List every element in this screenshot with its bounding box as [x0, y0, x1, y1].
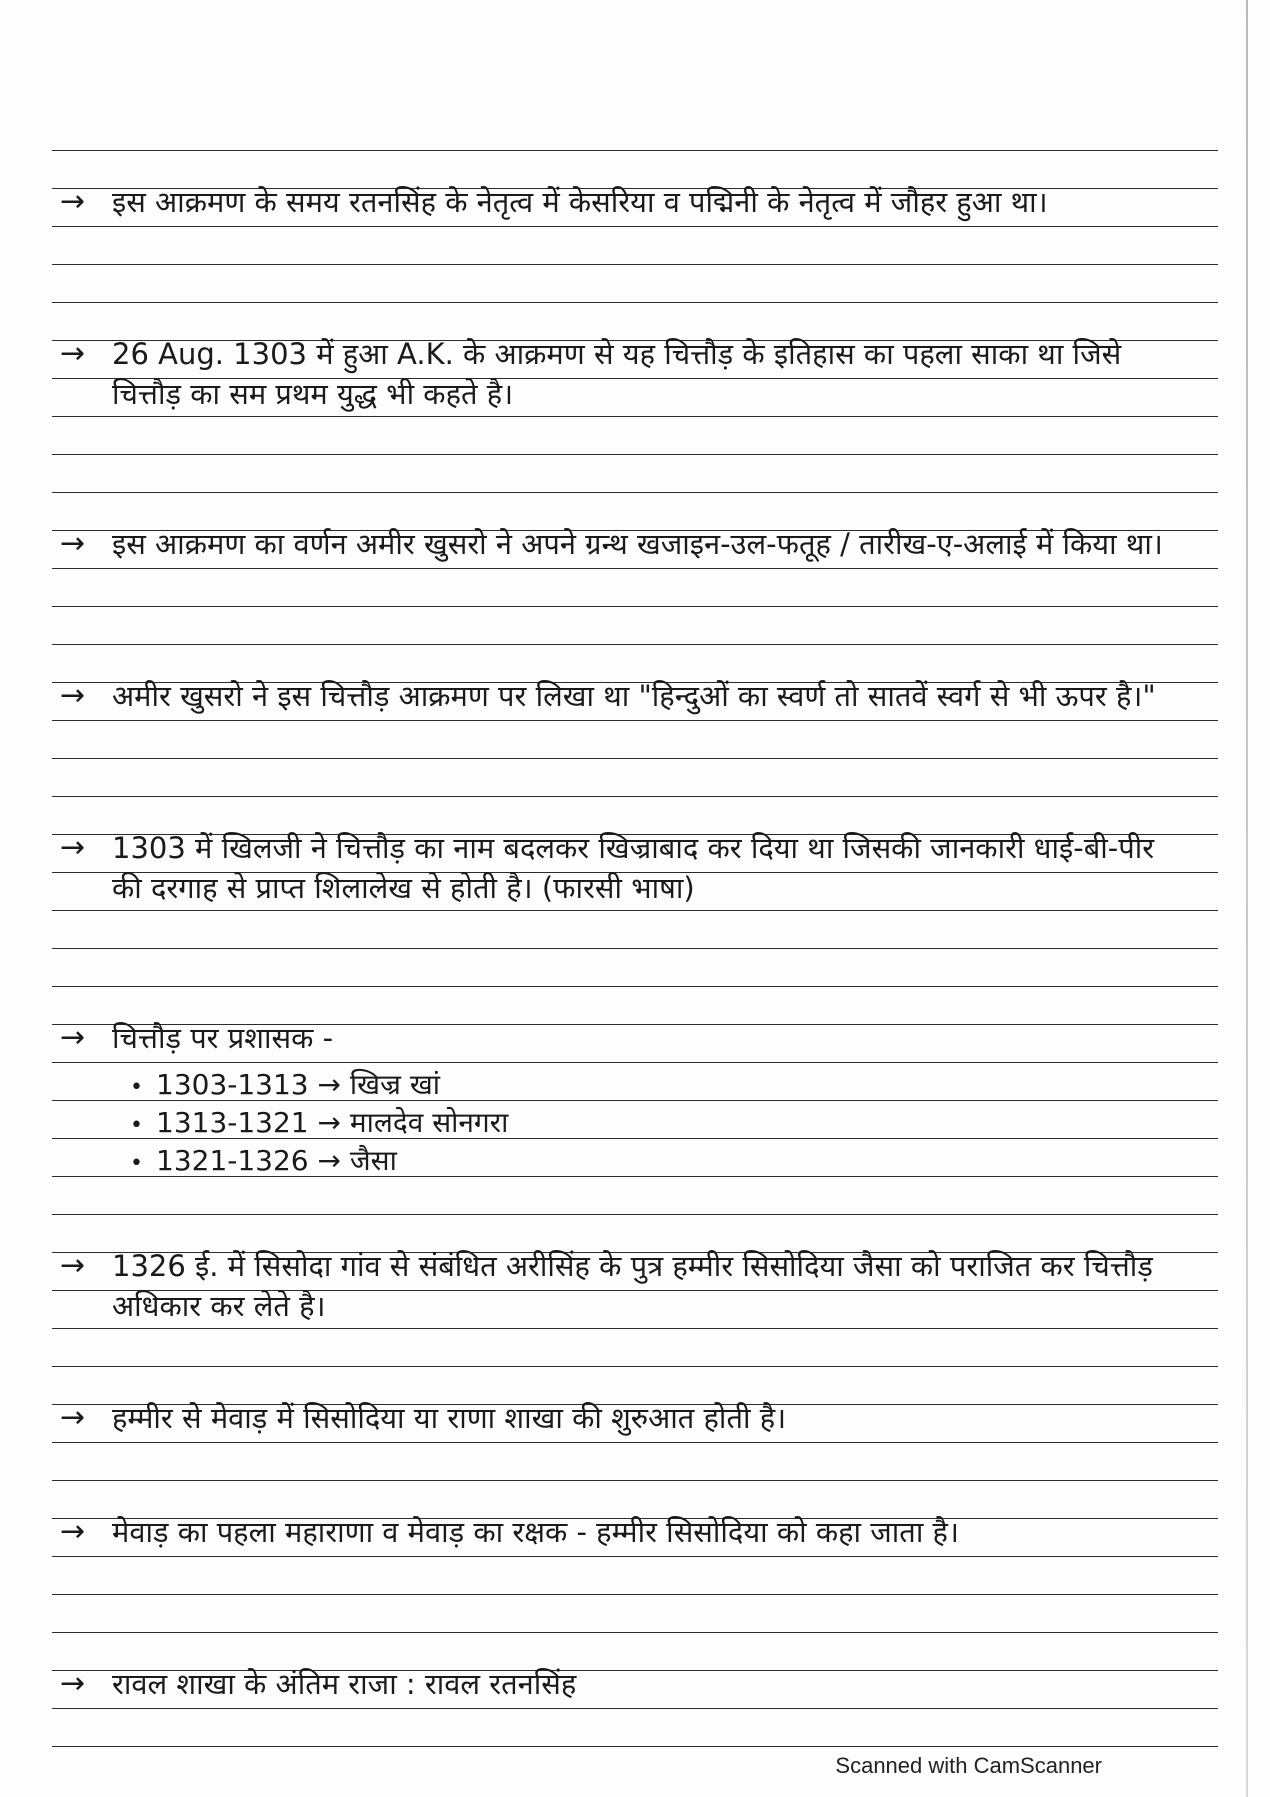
administrator-text: 1321-1326 → जैसा [156, 1144, 397, 1177]
page-edge [1246, 0, 1248, 1797]
scanner-watermark: Scanned with CamScanner [835, 1753, 1102, 1778]
arrow-icon: → [60, 526, 86, 561]
bullet-icon: • [130, 1151, 143, 1176]
note-text: रावल शाखा के अंतिम राजा : रावल रतनसिंह [112, 1667, 577, 1701]
administrator-item [130, 1104, 508, 1145]
note-item [60, 334, 1210, 414]
arrow-icon: → [60, 678, 86, 713]
administrator-item [130, 1142, 397, 1183]
administrator-item [130, 1066, 440, 1107]
arrow-icon: → [60, 1514, 86, 1549]
administrator-text: 1303-1313 → खिज्र खां [156, 1068, 441, 1101]
note-item [60, 1018, 1210, 1058]
note-text: हम्मीर से मेवाड़ में सिसोदिया या राणा शाखा की शुरुआत होती है। [112, 1401, 787, 1435]
arrow-icon: → [60, 1666, 86, 1701]
bullet-icon: • [130, 1075, 143, 1100]
note-text: अमीर खुसरो ने इस चित्तौड़ आक्रमण पर लिखा था "हिन्दुओं का स्वर्ण तो सातवें स्वर्ग से भी ऊपर है।" [112, 679, 1156, 713]
note-text: मेवाड़ का पहला महाराणा व मेवाड़ का रक्षक - हम्मीर सिसोदिया को कहा जाता है। [112, 1515, 959, 1549]
note-item [60, 1398, 1210, 1438]
arrow-icon: → [60, 336, 86, 371]
administrator-text: 1313-1321 → मालदेव सोनगरा [156, 1106, 509, 1139]
note-item [60, 1512, 1210, 1552]
note-text: इस आक्रमण के समय रतनसिंह के नेतृत्व में केसरिया व पद्मिनी के नेतृत्व में जौहर हुआ था। [112, 185, 1048, 219]
note-text: 1326 ई. में सिसोदा गांव से संबंधित अरीसिंह के पुत्र हम्मीर सिसोदिया जैसा को पराजित कर चित्तौड़ अधिकार कर लेते है। [112, 1249, 1153, 1323]
arrow-icon: → [60, 830, 86, 865]
arrow-icon: → [60, 1020, 86, 1055]
note-text: चित्तौड़ पर प्रशासक - [112, 1021, 334, 1055]
note-item [60, 1246, 1210, 1326]
note-text: 26 Aug. 1303 में हुआ A.K. के आक्रमण से यह चित्तौड़ के इतिहास का पहला साका था जिसे चित्तौड़ का सम प्रथम युद्ध भी कहते है। [112, 337, 1122, 411]
note-item [60, 676, 1210, 716]
arrow-icon: → [60, 1248, 86, 1283]
note-item [60, 1664, 1210, 1704]
note-item [60, 182, 1210, 222]
bullet-icon: • [130, 1113, 143, 1138]
arrow-icon: → [60, 1400, 86, 1435]
arrow-icon: → [60, 184, 86, 219]
note-item [60, 828, 1210, 908]
note-text: 1303 में खिलजी ने चित्तौड़ का नाम बदलकर खिज्राबाद कर दिया था जिसकी जानकारी धाई-बी-पीर की दरगाह से प्राप्त शिलालेख से होती है। (फारसी भाषा) [112, 831, 1155, 905]
note-item [60, 524, 1210, 564]
note-text: इस आक्रमण का वर्णन अमीर खुसरो ने अपने ग्रन्थ खजाइन-उल-फतूह / तारीख-ए-अलाई में किया था। [112, 527, 1163, 561]
